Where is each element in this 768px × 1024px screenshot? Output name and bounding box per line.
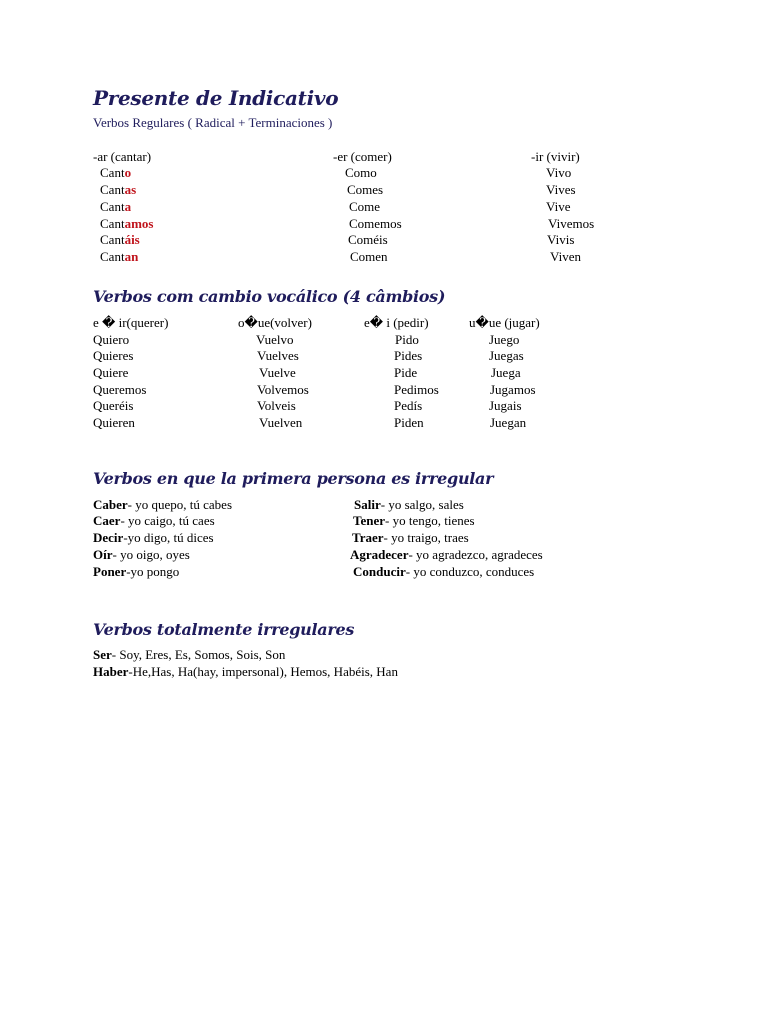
volver-form: Vuelven [259, 415, 303, 430]
pedir-form: Piden [394, 415, 424, 430]
verb-name: Poner [93, 564, 127, 579]
verb-entry [354, 497, 464, 513]
verb-entry [353, 513, 475, 529]
ir-form: Viven [550, 249, 581, 264]
volver-form: Vuelves [257, 348, 299, 363]
verb-name: Caer [93, 513, 121, 528]
verb-forms: - yo tengo, tienes [385, 513, 475, 528]
verb-forms: - yo agradezco, agradeces [408, 547, 543, 562]
stem-change-header: e � ir(querer) [93, 315, 169, 330]
ar-stem: Cant [100, 165, 125, 180]
jugar-form: Juegas [489, 348, 524, 363]
ar-ending: a [124, 199, 132, 214]
verb-entry [93, 513, 215, 529]
ar-ending: as [124, 182, 137, 197]
ar-stem: Cant [100, 182, 125, 197]
stem-change-header: u�ue (jugar) [469, 315, 540, 330]
volver-form: Volveis [257, 398, 296, 413]
ar-form [100, 199, 131, 215]
er-form: Comen [350, 249, 388, 264]
jugar-form: Jugamos [490, 382, 536, 397]
querer-form: Queremos [93, 382, 147, 397]
first-person-title: Verbos en que la primera persona es irregular [93, 469, 494, 488]
ar-ending: o [124, 165, 132, 180]
verb-entry [93, 530, 214, 546]
stem-change-header: e� i (pedir) [364, 315, 429, 330]
ar-ending: amos [124, 216, 154, 231]
jugar-form: Juega [491, 365, 521, 380]
verb-entry [93, 564, 179, 580]
er-header: -er (comer) [333, 149, 392, 164]
er-form: Como [345, 165, 377, 180]
verb-name: Traer [352, 530, 384, 545]
er-form: Comemos [349, 216, 402, 231]
querer-form: Quieres [93, 348, 134, 363]
er-form: Comes [347, 182, 384, 197]
ar-stem: Cant [100, 199, 125, 214]
verb-forms: - yo caigo, tú caes [120, 513, 215, 528]
verb-name: Ser [93, 647, 112, 662]
pedir-form: Pides [394, 348, 423, 363]
pedir-form: Pido [395, 332, 419, 347]
verb-name: Haber [93, 664, 129, 679]
ar-form [100, 182, 136, 198]
page-title: Presente de Indicativo [93, 86, 339, 110]
pedir-form: Pide [394, 365, 418, 380]
verb-name: Tener [353, 513, 386, 528]
verb-entry [353, 564, 534, 580]
ar-ending: áis [124, 232, 140, 247]
verb-entry [93, 664, 398, 680]
ar-form [100, 165, 131, 181]
verb-forms: - yo oigo, oyes [112, 547, 190, 562]
verb-forms: - yo quepo, tú cabes [127, 497, 233, 512]
page-subtitle: Verbos Regulares ( Radical + Terminaciones ) [93, 115, 333, 130]
verb-name: Oír [93, 547, 113, 562]
ar-header: -ar (cantar) [93, 149, 152, 164]
verb-entry [93, 497, 232, 513]
verb-forms: -yo digo, tú dices [123, 530, 214, 545]
jugar-form: Jugais [489, 398, 522, 413]
verb-forms: - Soy, Eres, Es, Somos, Sois, Son [111, 647, 286, 662]
querer-form: Queréis [93, 398, 134, 413]
jugar-form: Juegan [490, 415, 527, 430]
verb-name: Decir [93, 530, 124, 545]
verb-forms: - yo conduzco, conduces [405, 564, 535, 579]
jugar-form: Juego [489, 332, 520, 347]
pedir-form: Pedís [394, 398, 423, 413]
verb-entry [93, 547, 190, 563]
ar-stem: Cant [100, 216, 125, 231]
ar-stem: Cant [100, 232, 125, 247]
ir-header: -ir (vivir) [531, 149, 580, 164]
verb-forms: - yo traigo, traes [383, 530, 469, 545]
ir-form: Vivis [547, 232, 575, 247]
er-form: Coméis [348, 232, 388, 247]
ar-form [100, 249, 138, 265]
ar-stem: Cant [100, 249, 125, 264]
verb-name: Conducir [353, 564, 406, 579]
verb-forms: -He,Has, Ha(hay, impersonal), Hemos, Habéis, Han [128, 664, 398, 679]
querer-form: Quieren [93, 415, 135, 430]
verb-entry [93, 647, 285, 663]
verb-name: Agradecer [350, 547, 409, 562]
ir-form: Vive [546, 199, 571, 214]
querer-form: Quiero [93, 332, 130, 347]
ar-form [100, 232, 140, 248]
ir-form: Vives [546, 182, 576, 197]
verb-name: Caber [93, 497, 128, 512]
ar-ending: an [124, 249, 139, 264]
ar-form [100, 216, 153, 232]
ir-form: Vivemos [548, 216, 595, 231]
irregular-title: Verbos totalmente irregulares [93, 620, 355, 639]
stem-change-title: Verbos com cambio vocálico (4 câmbios) [93, 287, 446, 306]
verb-forms: - yo salgo, sales [380, 497, 464, 512]
pedir-form: Pedimos [394, 382, 439, 397]
volver-form: Vuelve [259, 365, 296, 380]
volver-form: Volvemos [257, 382, 309, 397]
stem-change-header: o�ue(volver) [238, 315, 312, 330]
querer-form: Quiere [93, 365, 129, 380]
verb-entry [352, 530, 469, 546]
er-form: Come [349, 199, 381, 214]
ir-form: Vivo [546, 165, 572, 180]
volver-form: Vuelvo [256, 332, 294, 347]
verb-name: Salir [354, 497, 381, 512]
verb-entry [350, 547, 543, 563]
verb-forms: -yo pongo [126, 564, 180, 579]
